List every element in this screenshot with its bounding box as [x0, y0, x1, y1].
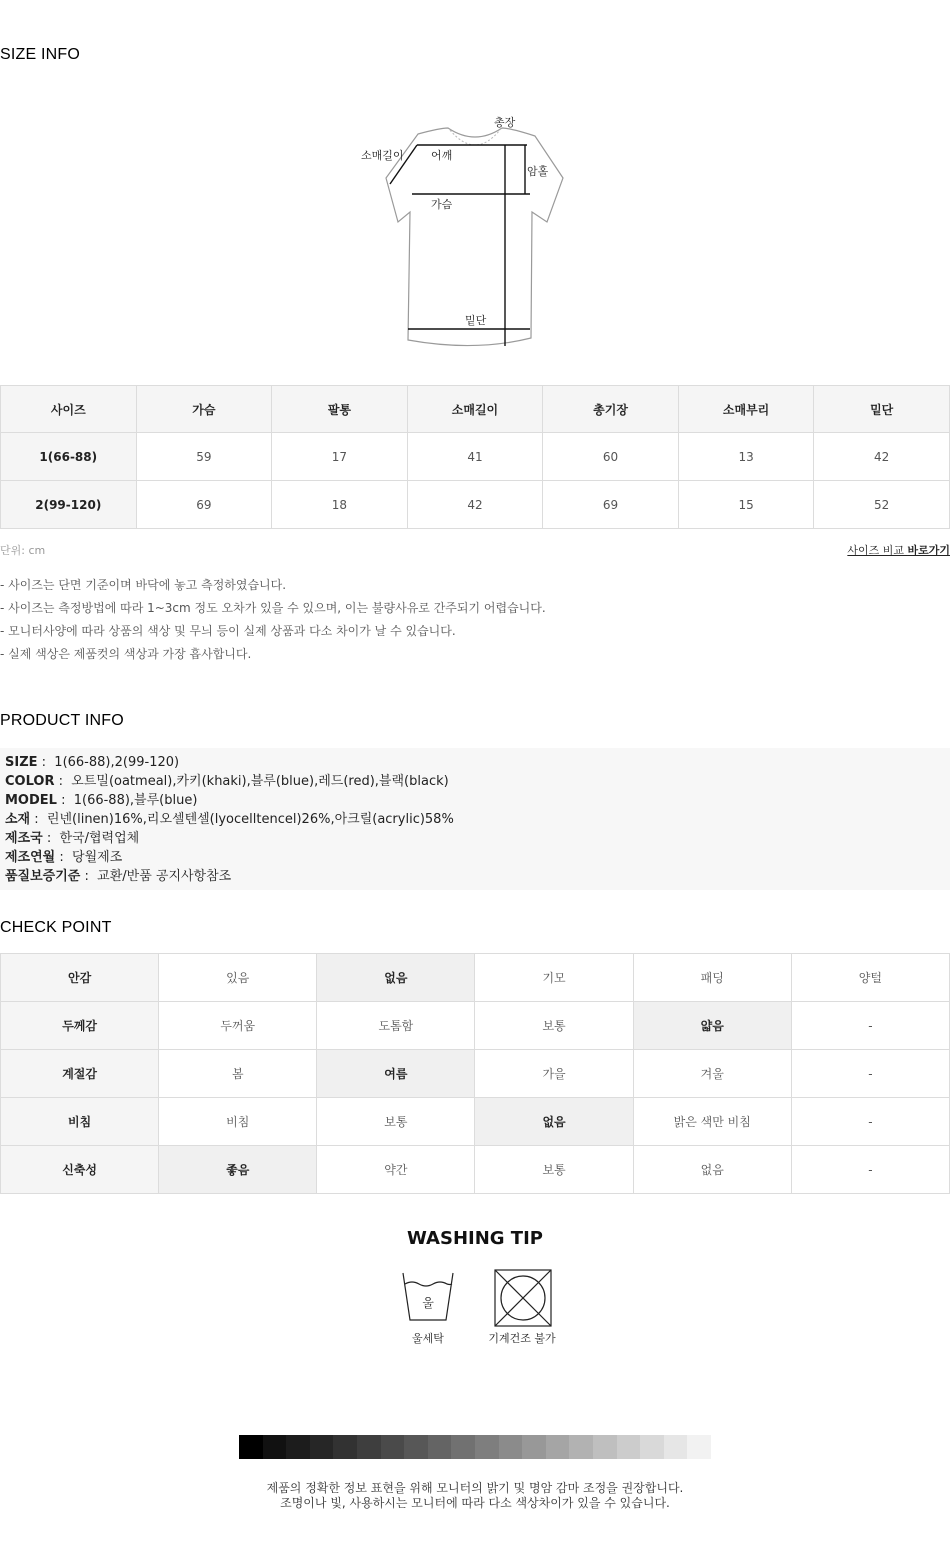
- product-info-value: 오트밀(oatmeal),카키(khaki),블루(blue),레드(red),블랙(black): [71, 774, 449, 789]
- product-info-separator: :: [54, 774, 72, 789]
- size-value-cell: 17: [272, 433, 408, 481]
- grayscale-swatch: [286, 1435, 310, 1459]
- size-table-header-cell: 사이즈: [1, 386, 137, 433]
- no-tumble-dry-label: 기계건조 불가: [488, 1332, 556, 1345]
- grayscale-swatch: [451, 1435, 475, 1459]
- check-point-row: [1, 1050, 950, 1098]
- size-value-cell: 15: [678, 481, 814, 529]
- check-point-option: -: [791, 1050, 949, 1098]
- check-point-option: 양털: [791, 954, 949, 1002]
- check-point-table: [0, 953, 950, 1194]
- check-point-row: [1, 954, 950, 1002]
- size-value-cell: 60: [543, 433, 679, 481]
- grayscale-swatch: [569, 1435, 593, 1459]
- product-info-value: 1(66-88),2(99-120): [54, 755, 180, 770]
- grayscale-swatch: [357, 1435, 381, 1459]
- product-info-value: 당월제조: [72, 850, 123, 865]
- product-info-separator: :: [80, 869, 98, 884]
- wool-wash-label: 울세탁: [412, 1332, 444, 1345]
- check-point-option: 없음: [633, 1146, 791, 1194]
- product-info-row: [5, 867, 950, 886]
- product-info-key: COLOR: [5, 774, 55, 789]
- size-table-header-row: [1, 386, 950, 433]
- grayscale-swatch: [522, 1435, 546, 1459]
- check-point-option-selected: 얇음: [633, 1002, 791, 1050]
- product-info-row: [5, 829, 950, 848]
- product-info-key: 제조국: [5, 831, 43, 846]
- check-point-row: [1, 1098, 950, 1146]
- check-point-option: 있음: [159, 954, 317, 1002]
- wool-wash-icon: [400, 1270, 456, 1326]
- check-point-option: 밝은 색만 비침: [633, 1098, 791, 1146]
- check-point-option: -: [791, 1146, 949, 1194]
- no-tumble-dry-icon: [493, 1268, 553, 1328]
- size-note: - 모니터사양에 따라 상품의 색상 및 무늬 등이 실제 상품과 다소 차이가 날 수 있습니다.: [0, 624, 456, 638]
- check-point-option: 봄: [159, 1050, 317, 1098]
- washing-tip-title: WASHING TIP: [407, 1228, 543, 1249]
- check-point-label: 계절감: [1, 1050, 159, 1098]
- check-point-option-selected: 없음: [317, 954, 475, 1002]
- size-value-cell: 69: [543, 481, 679, 529]
- label-hem: 밑단: [465, 314, 487, 327]
- size-note: - 실제 색상은 제품컷의 색상과 가장 흡사합니다.: [0, 647, 252, 661]
- product-info-row: [5, 791, 950, 810]
- garment-measurement-diagram: [350, 112, 580, 352]
- label-chest: 가슴: [431, 198, 453, 211]
- footer-line-1: 제품의 정확한 정보 표현을 위해 모니터의 밝기 및 명암 감마 조정을 권장합니다.: [266, 1481, 684, 1495]
- product-info-key: MODEL: [5, 793, 57, 808]
- label-shoulder: 어깨: [431, 149, 453, 162]
- product-info-value: 1(66-88),블루(blue): [73, 793, 198, 808]
- check-point-option: -: [791, 1098, 949, 1146]
- size-table-header-cell: 소매길이: [407, 386, 543, 433]
- grayscale-swatch: [593, 1435, 617, 1459]
- size-value-cell: 42: [814, 433, 950, 481]
- check-point-label: 두께감: [1, 1002, 159, 1050]
- size-table-header-cell: 소매부리: [678, 386, 814, 433]
- size-note: - 사이즈는 측정방법에 따라 1~3cm 정도 오차가 있을 수 있으며, 이는 불량사유로 간주되기 어렵습니다.: [0, 601, 546, 615]
- check-point-option: 약간: [317, 1146, 475, 1194]
- size-note: - 사이즈는 단면 기준이며 바닥에 놓고 측정하였습니다.: [0, 578, 287, 592]
- product-info-separator: :: [56, 793, 74, 808]
- size-table-header-cell: 밑단: [814, 386, 950, 433]
- size-value-cell: 52: [814, 481, 950, 529]
- footer-notice: [0, 1481, 950, 1511]
- check-point-option: 가을: [475, 1050, 633, 1098]
- unit-label: 단위: cm: [0, 544, 46, 557]
- size-table-header-cell: 총기장: [543, 386, 679, 433]
- size-info-title: SIZE INFO: [0, 46, 81, 63]
- check-point-option: 패딩: [633, 954, 791, 1002]
- check-point-option: 두꺼움: [159, 1002, 317, 1050]
- check-point-option: 도톰함: [317, 1002, 475, 1050]
- size-table-row: [1, 433, 950, 481]
- label-sleeve-length: 소매길이: [361, 149, 404, 162]
- grayscale-swatch: [546, 1435, 570, 1459]
- size-label-cell: 1(66-88): [1, 433, 137, 481]
- grayscale-swatch: [617, 1435, 641, 1459]
- size-compare-link[interactable]: 사이즈 비교 바로가기: [847, 544, 950, 557]
- grayscale-swatch: [333, 1435, 357, 1459]
- grayscale-swatch: [499, 1435, 523, 1459]
- product-info-separator: :: [55, 850, 73, 865]
- grayscale-swatch: [664, 1435, 688, 1459]
- product-info-value: 교환/반품 공지사항참조: [97, 869, 232, 884]
- grayscale-swatch: [404, 1435, 428, 1459]
- label-length: 총장: [494, 116, 516, 129]
- check-point-row: [1, 1146, 950, 1194]
- size-value-cell: 42: [407, 481, 543, 529]
- grayscale-swatch: [428, 1435, 452, 1459]
- check-point-option-selected: 좋음: [159, 1146, 317, 1194]
- size-value-cell: 59: [136, 433, 272, 481]
- product-info-key: 제조연월: [5, 850, 56, 865]
- product-info-separator: :: [30, 812, 47, 827]
- check-point-label: 안감: [1, 954, 159, 1002]
- size-table-header-cell: 팔통: [272, 386, 408, 433]
- size-notes: [0, 574, 546, 666]
- grayscale-swatch: [263, 1435, 287, 1459]
- check-point-label: 비침: [1, 1098, 159, 1146]
- grayscale-swatch: [687, 1435, 711, 1459]
- label-armhole: 암홀: [527, 165, 549, 178]
- size-table: [0, 385, 950, 529]
- grayscale-swatch: [381, 1435, 405, 1459]
- size-table-row: [1, 481, 950, 529]
- size-value-cell: 18: [272, 481, 408, 529]
- check-point-option: 보통: [475, 1146, 633, 1194]
- size-value-cell: 69: [136, 481, 272, 529]
- grayscale-swatch: [640, 1435, 664, 1459]
- grayscale-swatch: [239, 1435, 263, 1459]
- product-info-title: PRODUCT INFO: [0, 712, 124, 729]
- svg-text:울: 울: [422, 1296, 434, 1310]
- check-point-row: [1, 1002, 950, 1050]
- size-value-cell: 13: [678, 433, 814, 481]
- check-point-option: 보통: [475, 1002, 633, 1050]
- check-point-option: -: [791, 1002, 949, 1050]
- product-info-row: [5, 848, 950, 867]
- check-point-option: 기모: [475, 954, 633, 1002]
- product-info-row: [5, 753, 950, 772]
- check-point-option: 겨울: [633, 1050, 791, 1098]
- size-table-header-cell: 가슴: [136, 386, 272, 433]
- check-point-option: 비침: [159, 1098, 317, 1146]
- check-point-option-selected: 여름: [317, 1050, 475, 1098]
- size-label-cell: 2(99-120): [1, 481, 137, 529]
- grayscale-swatch: [310, 1435, 334, 1459]
- grayscale-calibration-strip: [239, 1435, 711, 1459]
- size-value-cell: 41: [407, 433, 543, 481]
- product-info-row: [5, 772, 950, 791]
- check-point-title: CHECK POINT: [0, 919, 112, 936]
- product-info-box: [0, 748, 950, 890]
- check-point-option-selected: 없음: [475, 1098, 633, 1146]
- product-info-separator: :: [37, 755, 55, 770]
- product-info-row: [5, 810, 950, 829]
- footer-line-2: 조명이나 빛, 사용하시는 모니터에 따라 다소 색상차이가 있을 수 있습니다.: [280, 1496, 670, 1510]
- grayscale-swatch: [475, 1435, 499, 1459]
- product-info-key: SIZE: [5, 755, 38, 770]
- product-info-key: 품질보증기준: [5, 869, 81, 884]
- product-info-separator: :: [42, 831, 60, 846]
- product-info-value: 린넨(linen)16%,리오셀텐셀(lyocelltencel)26%,아크릴(acrylic)58%: [46, 812, 454, 827]
- product-info-key: 소재: [5, 812, 31, 827]
- check-point-option: 보통: [317, 1098, 475, 1146]
- product-info-value: 한국/협력업체: [59, 831, 140, 846]
- check-point-label: 신축성: [1, 1146, 159, 1194]
